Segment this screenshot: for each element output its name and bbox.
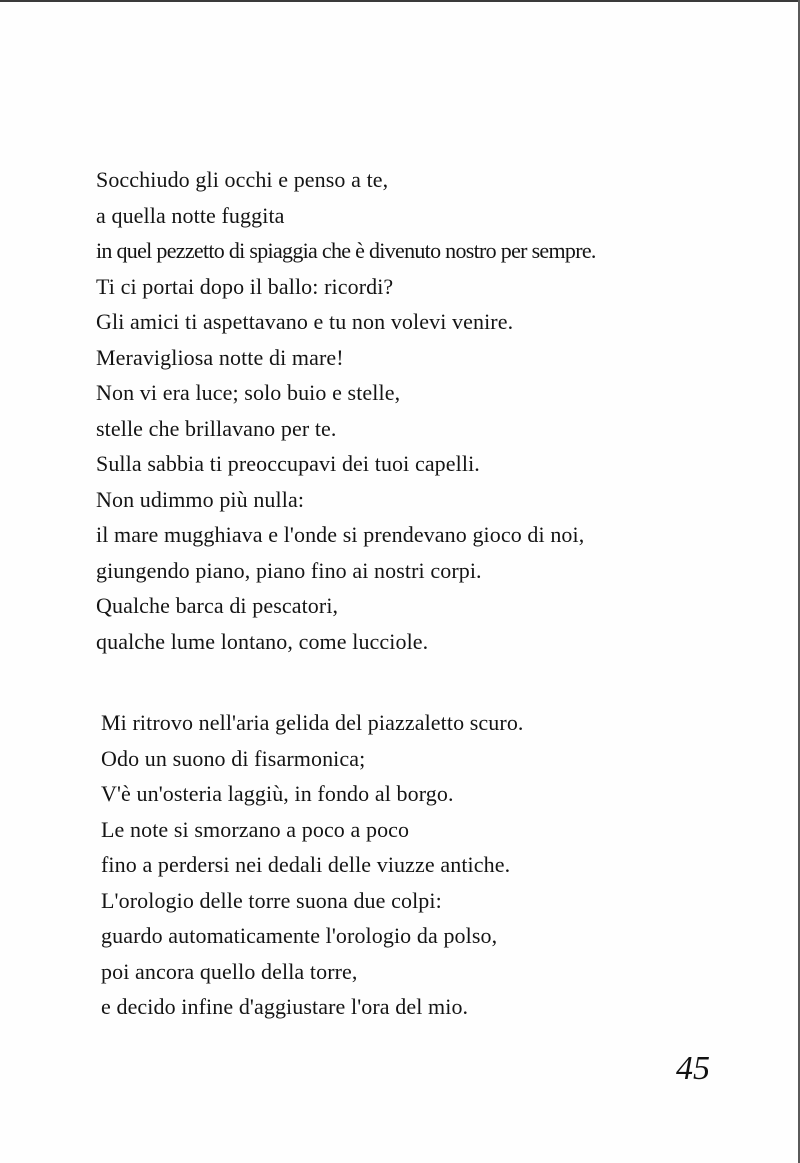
poem-line: Mi ritrovo nell'aria gelida del piazzaletto scuro. [101,710,524,735]
poem-line: Sulla sabbia ti preoccupavi dei tuoi capelli. [96,451,480,476]
poem-line: giungendo piano, piano fino ai nostri corpi. [96,557,482,583]
poem-line: poi ancora quello della torre, [101,958,358,984]
poem-stanza-1 [96,162,596,659]
poem-line: il mare mugghiava e l'onde si prendevano gioco di noi, [96,522,585,547]
poem-line: V'è un'osteria laggiù, in fondo al borgo. [101,781,454,806]
poem-line: Odo un suono di fisarmonica; [101,745,366,771]
poem-line: Non vi era luce; solo buio e stelle, [96,380,401,405]
poem-line: guardo automaticamente l'orologio da polso, [101,923,498,948]
poem-line: stelle che brillavano per te. [96,415,337,441]
poem-line: a quella notte fuggita [96,202,285,228]
poem-line: Meravigliosa notte di mare! [96,344,344,370]
poem-line: Qualche barca di pescatori, [96,593,339,618]
poem-line: Socchiudo gli occhi e penso a te, [96,167,389,192]
poem-line: Le note si smorzano a poco a poco [101,816,410,842]
page-number: 45 [676,1050,710,1087]
poem-line: in quel pezzetto di spiaggia che è divenuto nostro per sempre. [96,238,596,263]
poem-line: L'orologio delle torre suona due colpi: [101,887,442,913]
poem-line: qualche lume lontano, come lucciole. [96,628,429,654]
poem-line: fino a perdersi nei dedali delle viuzze antiche. [101,852,511,877]
poem-stanza-2 [101,705,524,1025]
poem-line: Ti ci portai dopo il ballo: ricordi? [96,273,394,299]
page-top-edge [0,0,800,2]
poem-line: Gli amici ti aspettavano e tu non volevi venire. [96,309,514,334]
poem-line: e decido infine d'aggiustare l'ora del mio. [101,994,469,1019]
poem-line: Non udimmo più nulla: [96,486,305,512]
